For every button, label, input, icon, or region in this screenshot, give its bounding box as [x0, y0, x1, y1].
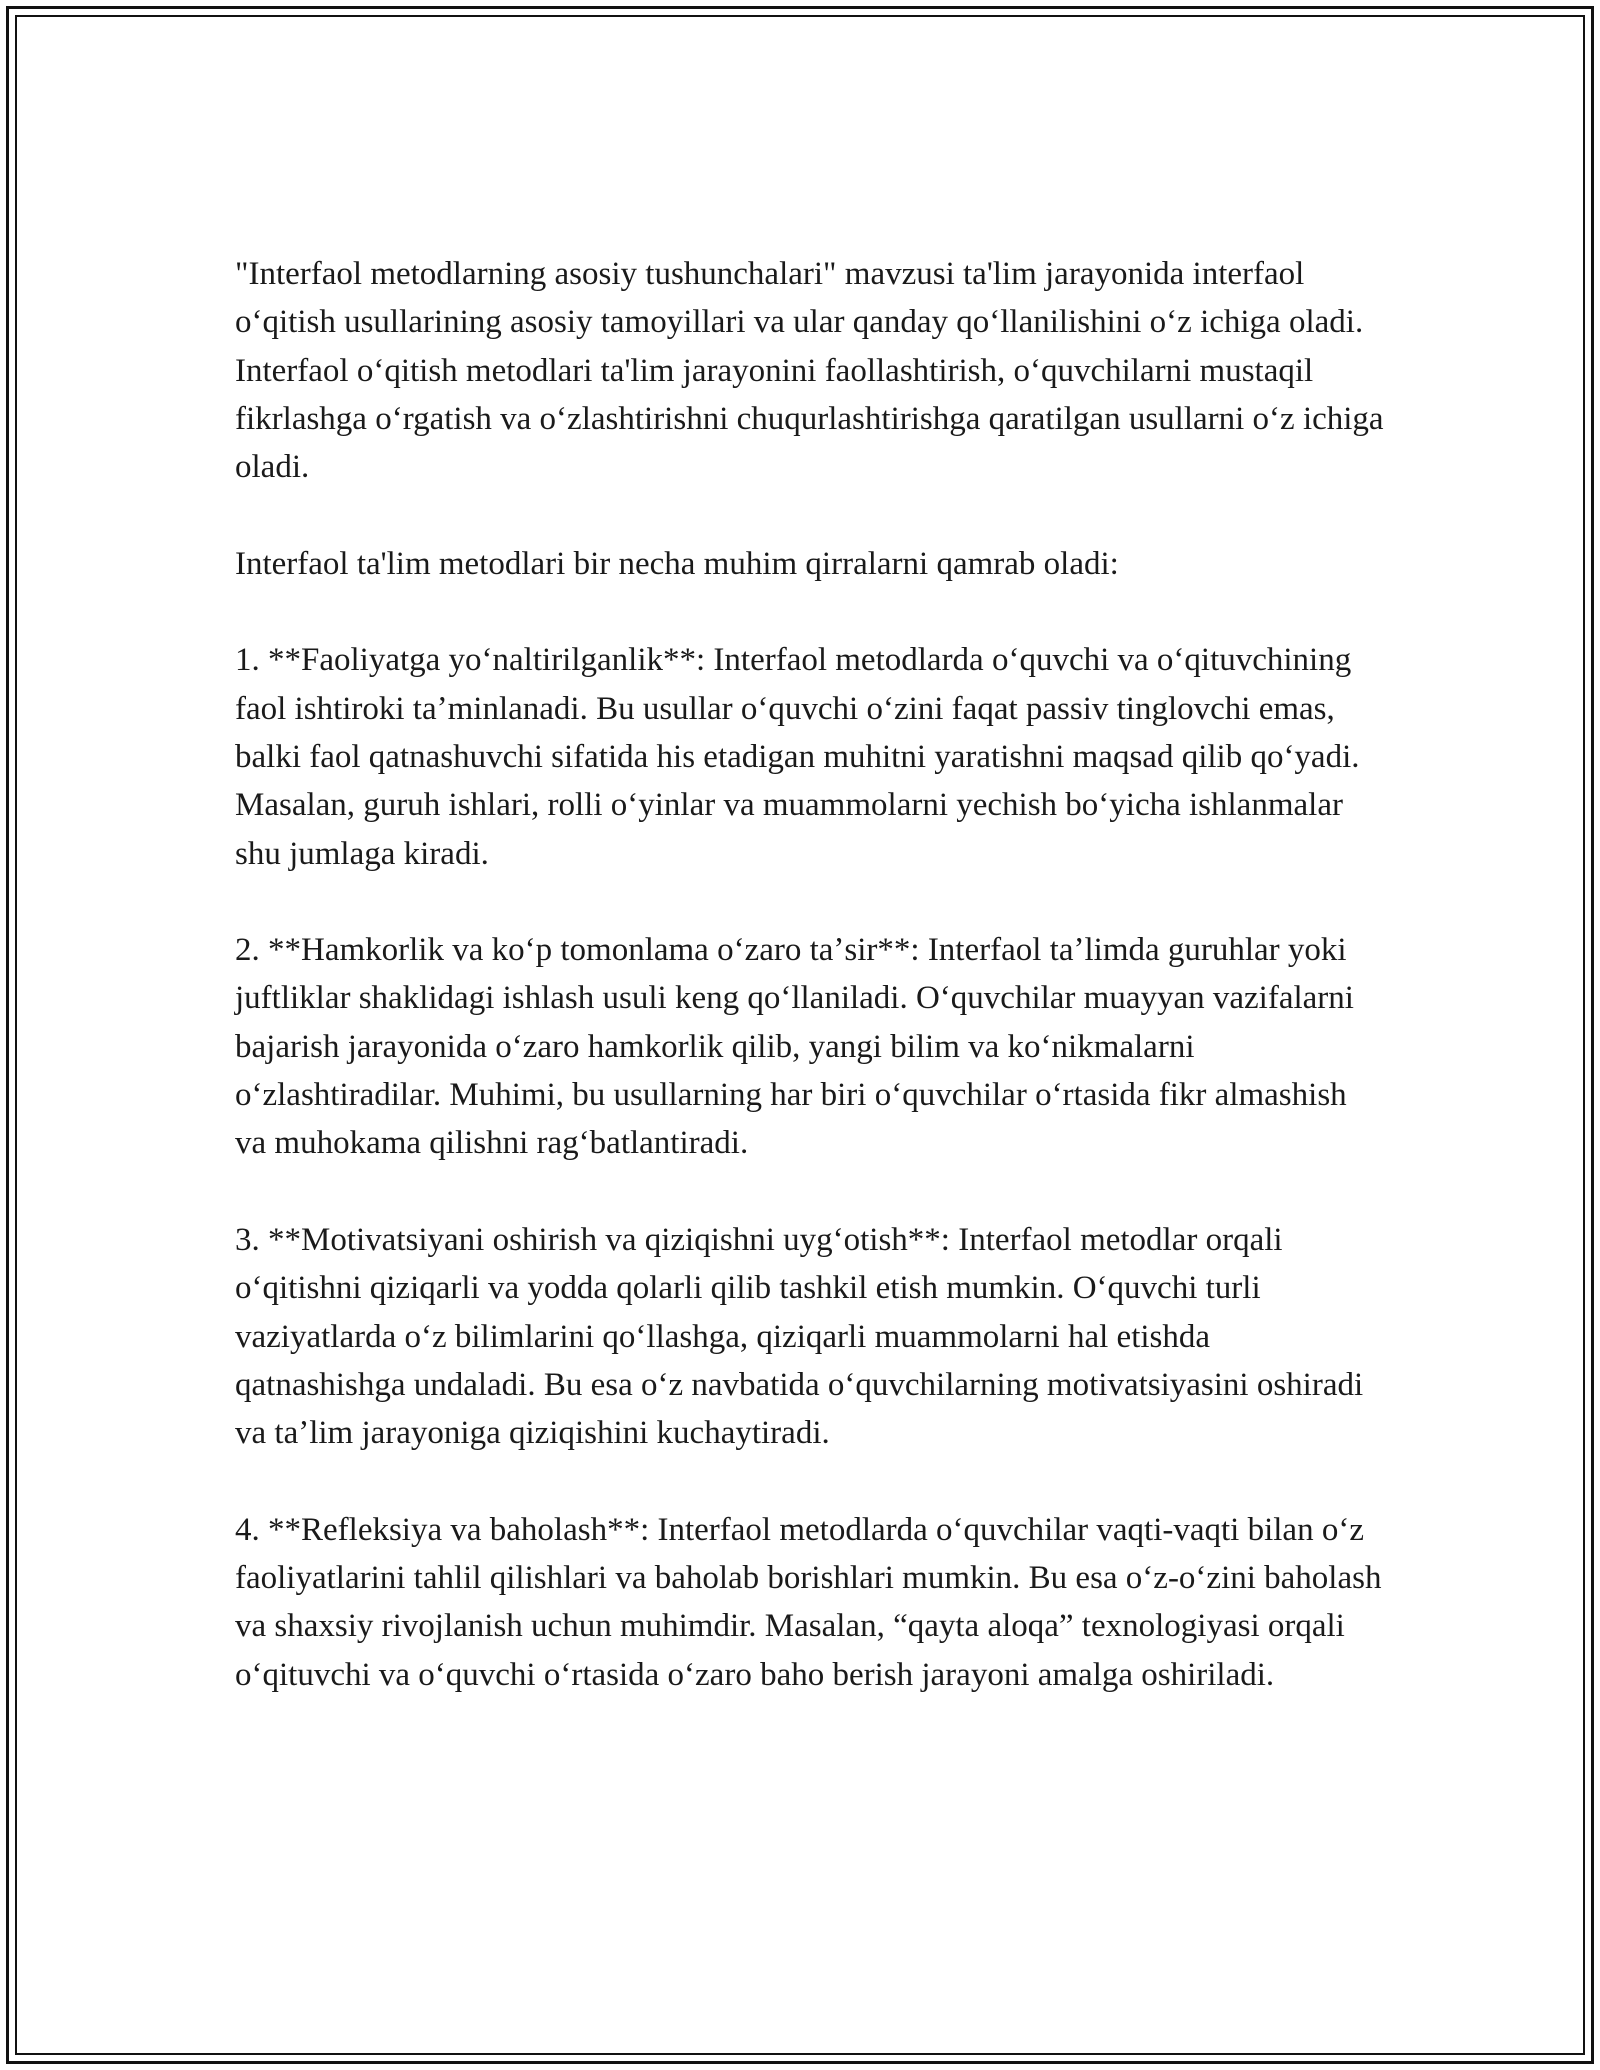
list-item-2: 2. **Hamkorlik va koʻp tomonlama oʻzaro taʼsir**: Interfaol taʼlimda guruhlar yoki juftliklar shaklidagi ishlash usuli keng qoʻllaniladi. Oʻquvchilar muayyan vazifalarni bajarish jarayonida oʻzaro hamkorlik qilib, yangi bilim va koʻnikmalarni oʻzlashtiradilar. Muhimi, bu usullarning har biri oʻquvchilar oʻrtasida fikr almashish va muhokama qilishni ragʻbatlantiradi. — [235, 932, 1354, 1162]
list-lead-paragraph: Interfaol ta'lim metodlari bir necha muhim qirralarni qamrab oladi: — [235, 545, 1119, 582]
document-body — [235, 250, 1385, 1699]
intro-paragraph: "Interfaol metodlarning asosiy tushunchalari" mavzusi ta'lim jarayonida interfaol oʻqitish usullarining asosiy tamoyillari va ular qanday qoʻllanilishini oʻz ichiga oladi. Interfaol oʻqitish metodlari ta'lim jarayonini faollashtirish, oʻquvchilarni mustaqil fikrlashga oʻrgatish va oʻzlashtirishni chuqurlashtirishga qaratilgan usullarni oʻz ichiga oladi. — [235, 256, 1384, 486]
list-item-1: 1. **Faoliyatga yoʻnaltirilganlik**: Interfaol metodlarda oʻquvchi va oʻqituvchining faol ishtiroki taʼminlanadi. Bu usullar oʻquvchi oʻzini faqat passiv tinglovchi emas, balki faol qatnashuvchi sifatida his etadigan muhitni yaratishni maqsad qilib qoʻyadi. Masalan, guruh ishlari, rolli oʻyinlar va muammolarni yechish boʻyicha ishlanmalar shu jumlaga kiradi. — [235, 642, 1360, 872]
list-item-3: 3. **Motivatsiyani oshirish va qiziqishni uygʻotish**: Interfaol metodlar orqali oʻqitishni qiziqarli va yodda qolarli qilib tashkil etish mumkin. Oʻquvchi turli vaziyatlarda oʻz bilimlarini qoʻllashga, qiziqarli muammolarni hal etishda qatnashishga undaladi. Bu esa oʻz navbatida oʻquvchilarning motivatsiyasini oshiradi va taʼlim jarayoniga qiziqishini kuchaytiradi. — [235, 1221, 1364, 1452]
list-item-4: 4. **Refleksiya va baholash**: Interfaol metodlarda oʻquvchilar vaqti-vaqti bilan oʻz faoliyatlarini tahlil qilishlari va baholab borishlari mumkin. Bu esa oʻz-oʻzini baholash va shaxsiy rivojlanish uchun muhimdir. Masalan, “qayta aloqa” texnologiyasi orqali oʻqituvchi va oʻquvchi oʻrtasida oʻzaro baho berish jarayoni amalga oshiriladi. — [235, 1511, 1382, 1693]
